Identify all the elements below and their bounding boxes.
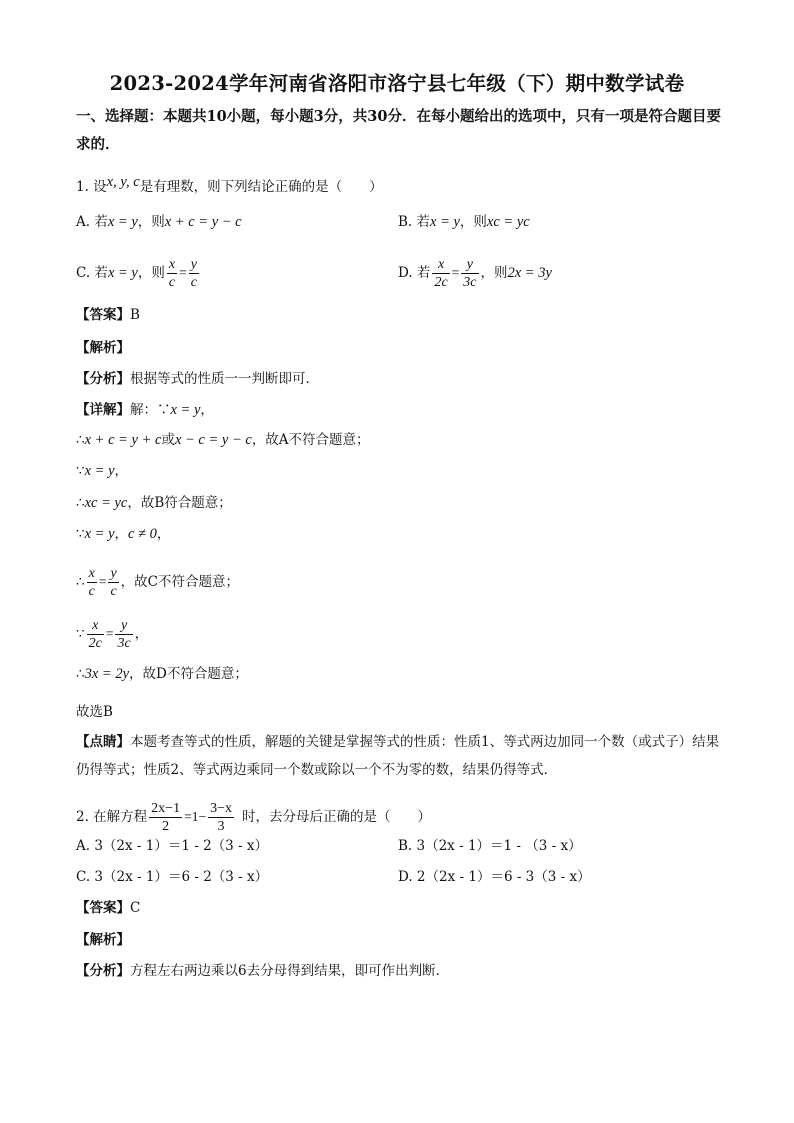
numerator: y bbox=[110, 566, 117, 581]
q1-stem bbox=[76, 174, 383, 197]
denominator: c bbox=[168, 275, 176, 290]
fraction bbox=[167, 256, 177, 291]
q1-option-b bbox=[398, 212, 530, 232]
or-text: 或 bbox=[161, 432, 175, 448]
therefore-symbol: ∴ bbox=[76, 432, 85, 448]
q1-stem-suffix: 是有理数，则下列结论正确的是（ ） bbox=[139, 179, 383, 195]
step-text: ， bbox=[134, 626, 149, 642]
q2-stem-suffix: 时，去分母后正确的是（ ） bbox=[241, 809, 431, 825]
equals-sign: = bbox=[451, 265, 460, 280]
q2-answer bbox=[76, 898, 140, 918]
q2-option-b: B. 3（2x - 1）＝1 - （3 - x） bbox=[398, 838, 582, 854]
q1-option-d-result: 2x = 3y bbox=[507, 265, 552, 281]
q2-stem-prefix: 2. 在解方程 bbox=[76, 809, 148, 825]
numerator: y bbox=[115, 617, 132, 635]
numerator: 3−x bbox=[210, 801, 232, 816]
dianjing-text: 本题考查等式的性质，解题的关键是掌握等式的性质：性质1、等式两边加同一个数（或式子）结果仍得等式；性质2、等式两边乘同一个数或除以一个不为零的数，结果仍得等式． bbox=[76, 734, 720, 778]
q1-option-a-label: A. 若 bbox=[76, 214, 108, 230]
therefore-symbol: ∴ bbox=[76, 495, 85, 511]
denominator: 2c bbox=[434, 275, 448, 290]
q1-step-4 bbox=[76, 524, 170, 544]
q2-option-d: D. 2（2x - 1）＝6 - 3（3 - x） bbox=[398, 869, 591, 885]
q2-option-c: C. 3（2x - 1）＝6 - 2（3 - x） bbox=[76, 869, 269, 885]
equation: x − c = y − c bbox=[174, 432, 252, 448]
xiangjie-condition: x = y bbox=[170, 402, 201, 418]
comma: ， bbox=[114, 526, 128, 542]
step-text: ，故B符合题意； bbox=[127, 495, 232, 511]
denominator: 3c bbox=[117, 636, 131, 651]
q1-option-b-then: ，则 bbox=[459, 214, 487, 230]
numerator: y bbox=[190, 257, 197, 272]
fenxi-tag: 【分析】 bbox=[76, 963, 130, 979]
numerator: x bbox=[168, 257, 176, 272]
q1-stem-vars: x, y, c bbox=[106, 174, 140, 190]
answer-tag: 【答案】 bbox=[76, 307, 130, 323]
q1-step-2 bbox=[76, 461, 128, 481]
equation: 3x = 2y bbox=[84, 666, 129, 682]
q1-option-c-condition: x = y bbox=[107, 265, 138, 281]
because-symbol: ∵ bbox=[76, 463, 85, 479]
denominator: 2c bbox=[88, 636, 102, 651]
because-symbol: ∵ bbox=[76, 526, 85, 542]
q1-option-c-then: ，则 bbox=[137, 265, 165, 281]
denominator: 3 bbox=[217, 819, 225, 834]
q1-dianjing bbox=[76, 728, 728, 784]
q1-option-a-condition: x = y bbox=[107, 214, 138, 230]
answer-tag: 【答案】 bbox=[76, 900, 130, 916]
q1-option-a-result: x + c = y − c bbox=[164, 214, 242, 230]
equation-middle: =1− bbox=[184, 809, 207, 824]
q1-option-d-then: ，则 bbox=[480, 265, 508, 281]
q2-stem bbox=[76, 800, 431, 835]
q1-step-5 bbox=[76, 565, 239, 600]
q1-fenxi bbox=[76, 369, 319, 389]
denominator: 3c bbox=[463, 275, 477, 290]
fraction bbox=[108, 565, 118, 600]
fenxi-text: 方程左右两边乘以6去分母得到结果，即可作出判断． bbox=[130, 963, 450, 979]
fenxi-tag: 【分析】 bbox=[76, 371, 130, 387]
fraction bbox=[189, 256, 199, 291]
fraction bbox=[115, 617, 132, 652]
q1-option-a bbox=[76, 212, 242, 232]
equation: x = y bbox=[84, 463, 115, 479]
numerator: x bbox=[432, 256, 449, 274]
q1-option-d bbox=[398, 256, 552, 291]
equation: x + c = y + c bbox=[84, 432, 162, 448]
denominator: 2 bbox=[162, 819, 170, 834]
equation: c ≠ 0 bbox=[128, 526, 157, 542]
fraction bbox=[432, 256, 449, 291]
xiangjie-tag: 【详解】 bbox=[76, 402, 130, 418]
q1-option-b-condition: x = y bbox=[430, 214, 460, 230]
denominator: c bbox=[190, 275, 197, 290]
answer-value: B bbox=[130, 307, 140, 323]
q1-choose: 故选B bbox=[76, 704, 113, 720]
step-text: ，故D不符合题意； bbox=[129, 666, 248, 682]
numerator: y bbox=[461, 256, 478, 274]
denominator: c bbox=[110, 584, 117, 599]
fraction bbox=[87, 617, 104, 652]
equation: xc = yc bbox=[84, 495, 128, 511]
section-heading: 一、选择题：本题共10小题，每小题3分，共30分．在每小题给出的选项中，只有一项是符合题目要求的． bbox=[76, 108, 721, 153]
q1-option-b-label: B. 若 bbox=[398, 214, 431, 230]
equals-sign: = bbox=[98, 574, 107, 589]
denominator: c bbox=[88, 584, 95, 599]
step-text: ， bbox=[156, 526, 171, 542]
answer-value: C bbox=[130, 900, 141, 916]
numerator: 2x−1 bbox=[151, 801, 181, 816]
q2-fenxi bbox=[76, 961, 449, 981]
because-symbol: ∵ bbox=[76, 626, 85, 642]
q1-option-d-label: D. 若 bbox=[398, 265, 431, 281]
xiangjie-start: 解：∵ bbox=[130, 402, 171, 418]
therefore-symbol: ∴ bbox=[76, 666, 85, 682]
numerator: x bbox=[88, 566, 95, 581]
q1-stem-prefix: 1. 设 bbox=[76, 179, 107, 195]
numerator: x bbox=[87, 617, 104, 635]
page-title: 2023-2024学年河南省洛阳市洛宁县七年级（下）期中数学试卷 bbox=[109, 72, 685, 95]
fenxi-text: 根据等式的性质一一判断即可． bbox=[130, 371, 319, 387]
q2-analysis-tag: 【解析】 bbox=[76, 932, 130, 948]
equals-sign: = bbox=[179, 265, 187, 280]
comma: ， bbox=[200, 402, 214, 418]
dianjing-tag: 【点睛】 bbox=[76, 734, 130, 750]
q1-step-3 bbox=[76, 493, 232, 513]
fraction bbox=[461, 256, 478, 291]
q1-step-6 bbox=[76, 617, 148, 652]
fraction bbox=[87, 565, 97, 600]
step-text: ，故A不符合题意； bbox=[251, 432, 370, 448]
fraction bbox=[149, 800, 182, 835]
q1-option-c-label: C. 若 bbox=[76, 265, 108, 281]
q2-option-a: A. 3（2x - 1）＝1 - 2（3 - x） bbox=[76, 838, 269, 854]
q1-option-a-then: ，则 bbox=[137, 214, 165, 230]
q1-answer bbox=[76, 305, 140, 325]
q1-option-c bbox=[76, 256, 201, 291]
q1-analysis-tag: 【解析】 bbox=[76, 340, 130, 356]
q1-xiangjie bbox=[76, 400, 214, 420]
therefore-symbol: ∴ bbox=[76, 574, 85, 590]
q1-step-7 bbox=[76, 664, 248, 684]
q1-option-b-result: xc = yc bbox=[486, 214, 530, 230]
equals-sign: = bbox=[105, 626, 114, 641]
step-text: ，故C不符合题意； bbox=[120, 574, 239, 590]
q1-step-1 bbox=[76, 430, 370, 450]
fraction bbox=[208, 800, 234, 835]
equation: x = y bbox=[84, 526, 115, 542]
step-text: ， bbox=[114, 463, 128, 479]
